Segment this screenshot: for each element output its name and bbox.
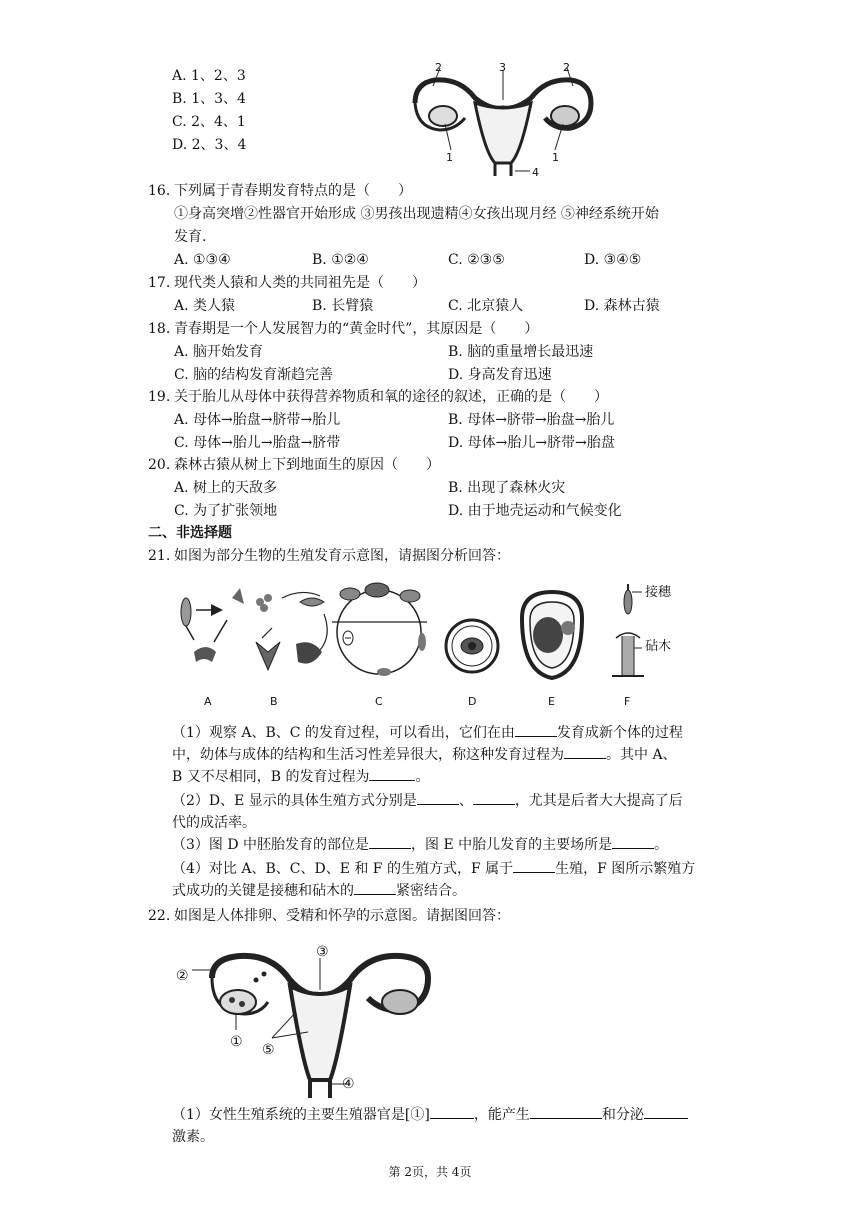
q17-number: 17. [148, 275, 171, 291]
reproduction-figure [172, 580, 672, 692]
q21-stem [148, 546, 510, 566]
fig2-letter-e: E [548, 695, 555, 708]
q16-option-b: B. ①②④ [312, 252, 369, 268]
fig3-label-4: ④ [342, 1076, 355, 1092]
q16-line2: ①身高突增②性器官开始形成 ③男孩出现遗精④女孩出现月经 ⑤神经系统开始 [174, 206, 659, 222]
q21-part3: （3）图 D 中胚胎发育的部位是 ，图 E 中胎儿发育的主要场所是 。 [172, 834, 732, 856]
q21-part1: （1）观察 A、B、C 的发育过程，可以看出，它们在由 发育成新个体的过程 中，幼体与成体的结构和生活习性差异很大，称这种发育过程为 。其中 A、 B 又不尽相同，B 的发育过程为 。 [172, 722, 732, 788]
q19-text: 关于胎儿从母体中获得营养物质和氧的途径的叙述，正确的是（ ） [174, 389, 608, 405]
fig2-label-scion: 接穗 [645, 585, 672, 600]
fig2-letter-f: F [624, 695, 631, 708]
q18-option-d: D. 身高发育迅速 [448, 367, 552, 383]
q19-option-b: B. 母体→脐带→胎盘→胎儿 [448, 412, 615, 428]
fig1-label-3: 3 [499, 61, 506, 74]
q18-text: 青春期是一个人发展智力的“黄金时代”，其原因是（ ） [174, 321, 539, 337]
blank[interactable] [473, 790, 515, 805]
fig1-label-1-left: 1 [446, 151, 453, 164]
q17-option-a: A. 类人猿 [174, 298, 236, 314]
q19-stem [148, 387, 608, 407]
q22-stem [148, 906, 510, 926]
q19-option-d: D. 母体→胎儿→脐带→胎盘 [448, 435, 615, 451]
fig3-label-3: ③ [316, 944, 329, 960]
q16-number: 16. [148, 183, 171, 199]
blank[interactable] [564, 744, 606, 759]
blank[interactable] [513, 858, 555, 873]
q20-number: 20. [148, 457, 171, 473]
page-footer: 第 2页，共 4页 [388, 1165, 472, 1179]
blank[interactable] [644, 1104, 688, 1119]
blank[interactable] [612, 834, 654, 849]
q16-option-c: C. ②③⑤ [448, 252, 505, 268]
q20-text: 森林古猿从树上下到地面生的原因（ ） [174, 457, 440, 473]
fig1-label-1-right: 1 [552, 151, 559, 164]
q22-part1: （1）女性生殖系统的主要生殖器官是[①] ，能产生 和分泌 激素。 [172, 1104, 732, 1148]
q15-option-a: A. 1、2、3 [172, 68, 246, 84]
blank[interactable] [354, 880, 396, 895]
q17-option-d: D. 森林古猿 [584, 298, 660, 314]
q17-option-b: B. 长臂猿 [312, 298, 374, 314]
q22-text: 如图是人体排卵、受精和怀孕的示意图。请据图回答： [174, 908, 510, 924]
q16-option-d: D. ③④⑤ [584, 252, 642, 268]
fig1-label-4: 4 [532, 166, 539, 179]
q16-text: 下列属于青春期发育特点的是（ ） [174, 183, 412, 199]
q21-text: 如图为部分生物的生殖发育示意图，请据图分析回答： [174, 548, 510, 564]
q21-number: 21. [148, 548, 171, 564]
q19-number: 19. [148, 389, 171, 405]
blank[interactable] [530, 1104, 602, 1119]
q20-option-b: B. 出现了森林火灾 [448, 480, 566, 496]
blank[interactable] [515, 722, 557, 737]
fig2-label-rootstock: 砧木 [645, 639, 672, 654]
q16-line3: 发育. [174, 229, 207, 245]
q17-option-c: C. 北京猿人 [448, 298, 524, 314]
fig3-label-2: ② [176, 968, 189, 984]
q21-part4: （4）对比 A、B、C、D、E 和 F 的生殖方式，F 属于 生殖，F 图所示繁殖方 式成功的关键是接穗和砧木的 紧密结合。 [172, 858, 732, 902]
q15-option-b: B. 1、3、4 [172, 91, 246, 107]
q15-option-c: C. 2、4、1 [172, 114, 246, 130]
q18-stem [148, 319, 538, 339]
q17-stem [148, 273, 426, 293]
fig2-letter-b: B [270, 695, 278, 708]
blank[interactable] [417, 790, 459, 805]
q20-option-d: D. 由于地壳运动和气候变化 [448, 503, 622, 519]
section-heading: 二、非选择题 [148, 525, 232, 541]
blank[interactable] [369, 766, 415, 781]
q20-stem [148, 455, 440, 475]
fig3-label-1: ① [230, 1034, 243, 1050]
fig3-label-5: ⑤ [262, 1042, 275, 1058]
blank[interactable] [430, 1104, 474, 1119]
q19-option-c: C. 母体→胎儿→胎盘→脐带 [174, 435, 341, 451]
fig1-label-2-left: 2 [435, 61, 442, 74]
q16-option-a: A. ①③④ [174, 252, 231, 268]
q22-number: 22. [148, 908, 171, 924]
blank[interactable] [369, 834, 411, 849]
q18-number: 18. [148, 321, 171, 337]
q15-option-d: D. 2、3、4 [172, 137, 247, 153]
q19-option-a: A. 母体→胎盘→脐带→胎儿 [174, 412, 341, 428]
uterus-diagram-2 [172, 940, 442, 1100]
fig2-letter-c: C [375, 695, 383, 708]
q17-text: 现代类人猿和人类的共同祖先是（ ） [174, 275, 426, 291]
q18-option-a: A. 脑开始发育 [174, 344, 264, 360]
q18-option-b: B. 脑的重量增长最迅速 [448, 344, 594, 360]
q20-option-c: C. 为了扩张领地 [174, 503, 278, 519]
q16-stem [148, 181, 412, 201]
fig2-letter-d: D [468, 695, 477, 708]
q20-option-a: A. 树上的天敌多 [174, 480, 278, 496]
fig2-letter-a: A [204, 695, 212, 708]
q18-option-c: C. 脑的结构发育渐趋完善 [174, 367, 334, 383]
fig1-label-2-right: 2 [563, 61, 570, 74]
q21-part2: （2）D、E 显示的具体生殖方式分别是 、 ，尤其是后者大大提高了后 代的成活率。 [172, 790, 732, 834]
